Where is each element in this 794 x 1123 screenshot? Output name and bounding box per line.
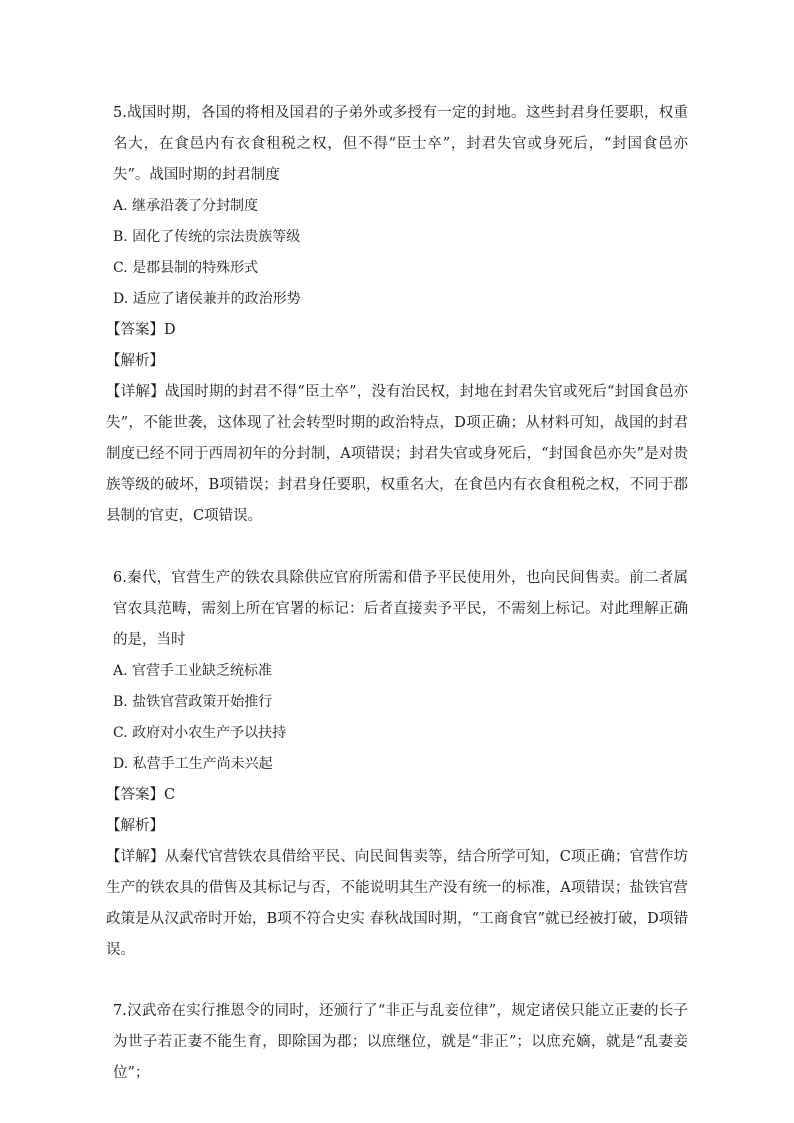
question-5-detail-tag: 【详解】 [106,384,165,400]
question-5-option-b: B. 固化了传统的宗法贵族等级 [113,229,301,245]
question-5-option-c: C. 是郡县制的特殊形式 [113,260,259,276]
question-6-detail-tag: 【详解】 [106,849,165,865]
question-6-analysis-heading: 【解析】 [106,818,164,834]
question-5-analysis-heading: 【解析】 [106,353,164,369]
question-6-answer: 【答案】C [106,787,176,803]
question-5-detail-text: 战国时期的封君不得“臣土卒”，没有治民权，封地在封君失官或死后“封国食邑亦失”，不能世袭，这体现了社会转型时期的政治特点，D项正确；从材料可知，战国的封君制度已经不同于西周初年的分封制，A项错误；封君失官或身死后，“封国食邑亦失”是对贵族等级的破坏，B项错误；封君身任要职，权重名大，在食邑内有衣食租税之权，不同于郡县制的官吏，C项错误。 [106,384,688,524]
question-5-stem: 5.战国时期，各国的将相及国君的子弟外或多授有一定的封地。这些封君身任要职，权重名大，在食邑内有衣食租税之权，但不得“臣士卒”，封君失官或身死后，“封国食邑亦失”。战国时期的封君制度 [113,105,688,183]
spacer [113,966,688,996]
question-6-detail [106,842,688,966]
question-6-detail-text: 从秦代官营铁农具借给平民、向民间售卖等，结合所学可知，C项正确；官营作坊生产的铁农具的借售及其标记与否，不能说明其生产没有统一的标准，A项错误；盐铁官营政策是从汉武帝时开始，B项不符合史实 春秋战国时期，“工商食官”就已经被打破，D项错误。 [106,849,689,958]
question-6-stem: 6.秦代，官营生产的铁农具除供应官府所需和借予平民使用外，也向民间售卖。前二者属官农具范畴，需刻上所在官署的标记：后者直接卖予平民，不需刻上标记。对此理解正确的是，当时 [113,570,688,648]
question-5-option-a: A. 继承沿袭了分封制度 [113,198,259,214]
question-6-option-b: B. 盐铁官营政策开始推行 [113,694,273,710]
question-6-option-c: C. 政府对小农生产予以扶持 [113,725,287,741]
spacer [113,532,688,563]
question-7-stem: 7.汉武帝在实行推恩令的同时，还颁行了“非正与乱妾位律”，规定诸侯只能立正妻的长子为世子若正妻不能生育，即除国为郡；以庶继位，就是“非正”；以庶充嫡，就是“乱妻妾位”； [113,1003,688,1081]
question-5-answer: 【答案】D [106,322,176,338]
question-5-option-d: D. 适应了诸侯兼并的政治形势 [113,291,301,307]
question-5-detail [106,377,688,532]
document-body [106,98,689,1089]
question-6-option-a: A. 官营手工业缺乏统标准 [113,663,273,679]
question-6-option-d: D. 私营手工生产尚未兴起 [113,756,273,772]
